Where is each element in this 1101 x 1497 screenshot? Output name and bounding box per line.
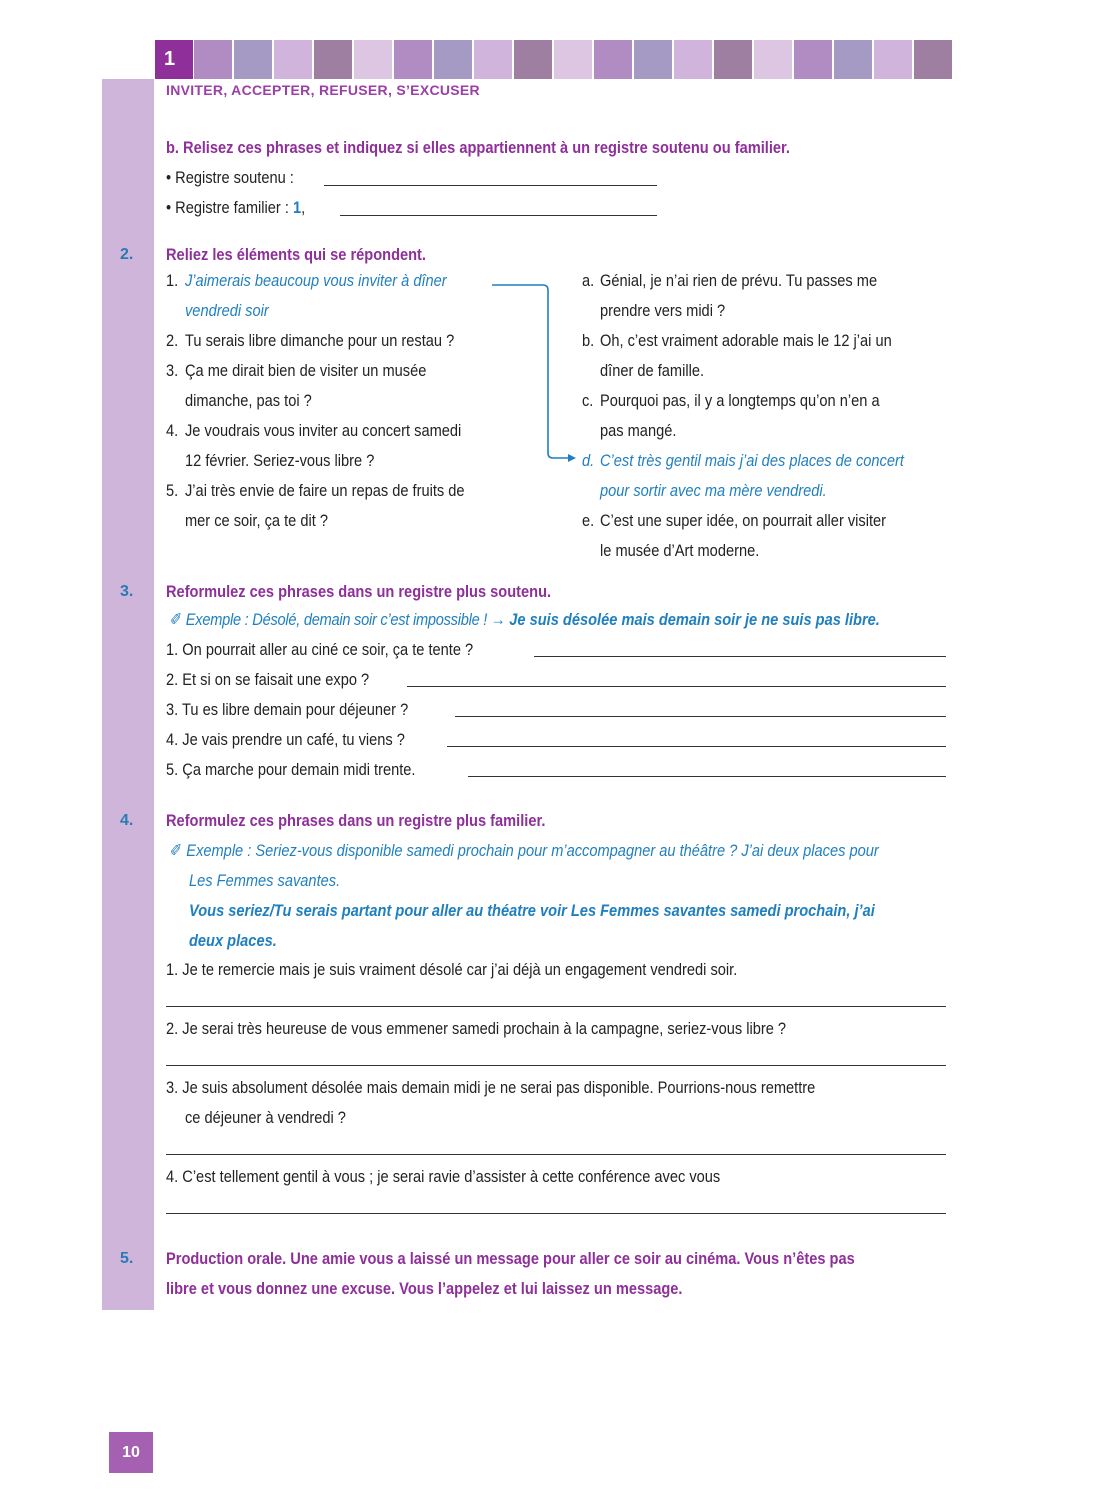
header-strip-block xyxy=(514,40,552,79)
left-item-number: 1. xyxy=(166,271,179,290)
left-item-text: 12 février. Seriez-vous libre ? xyxy=(185,451,375,470)
header-strip-block xyxy=(234,40,272,79)
ex3-instruction: Reformulez ces phrases dans un registre plus soutenu. xyxy=(166,582,552,601)
ex3-answer-line-5[interactable] xyxy=(468,776,946,777)
right-item-letter: c. xyxy=(582,391,594,410)
registre-soutenu-label: • Registre soutenu : xyxy=(166,168,294,187)
ex3-item-1: 1. On pourrait aller au ciné ce soir, ça te tente ? xyxy=(166,640,474,659)
left-item-number: 5. xyxy=(166,481,179,500)
ex4-item-3-line: ce déjeuner à vendredi ? xyxy=(185,1108,346,1127)
ex4-answer-line-3[interactable] xyxy=(166,1154,946,1155)
right-item-text: Oh, c’est vraiment adorable mais le 12 j’ai un xyxy=(600,331,892,350)
ex5-number: 5. xyxy=(120,1250,134,1267)
ex4-answer-line1: Vous seriez/Tu serais partant pour aller au théatre voir Les Femmes savantes samedi prochain, j’ai xyxy=(189,901,875,920)
ex4-number: 4. xyxy=(120,812,134,829)
header-strip-block xyxy=(714,40,752,79)
unit-title: INVITER, ACCEPTER, REFUSER, S’EXCUSER xyxy=(166,82,480,98)
right-item-letter: e. xyxy=(582,511,595,530)
ex3-example-row xyxy=(170,605,880,635)
right-item-text: le musée d’Art moderne. xyxy=(600,541,760,560)
ex3-answer-line-3[interactable] xyxy=(455,716,946,717)
ex3-item-5: 5. Ça marche pour demain midi trente. xyxy=(166,760,416,779)
ex3-item-4: 4. Je vais prendre un café, tu viens ? xyxy=(166,730,405,749)
right-item-text: C’est très gentil mais j’ai des places de concert xyxy=(600,451,904,470)
header-strip-block xyxy=(754,40,792,79)
right-item-text: prendre vers midi ? xyxy=(600,301,726,320)
ex4-item-4-line: 4. C’est tellement gentil à vous ; je serai ravie d’assister à cette conférence avec vous xyxy=(166,1167,721,1186)
left-item-text: Tu serais libre dimanche pour un restau ? xyxy=(185,331,455,350)
ex2-instruction: Reliez les éléments qui se répondent. xyxy=(166,245,427,264)
ex3-item-3: 3. Tu es libre demain pour déjeuner ? xyxy=(166,700,409,719)
right-item-letter: a. xyxy=(582,271,595,290)
left-item-text: mer ce soir, ça te dit ? xyxy=(185,511,329,530)
registre-familier-label: • Registre familier : xyxy=(166,198,289,217)
right-item-text: dîner de famille. xyxy=(600,361,705,380)
header-strip-block xyxy=(394,40,432,79)
left-item-text: dimanche, pas toi ? xyxy=(185,391,312,410)
left-item-text: Ça me dirait bien de visiter un musée xyxy=(185,361,427,380)
left-item-number: 4. xyxy=(166,421,179,440)
ex4-item-2-line: 2. Je serai très heureuse de vous emmener samedi prochain à la campagne, seriez-vous libre ? xyxy=(166,1019,787,1038)
ex4-answer-line-1[interactable] xyxy=(166,1006,946,1007)
ex4-answer-line-2[interactable] xyxy=(166,1065,946,1066)
ex1b-instruction: b. Relisez ces phrases et indiquez si elles appartiennent à un registre soutenu ou familier. xyxy=(166,138,790,157)
left-item-number: 2. xyxy=(166,331,179,350)
registre-familier-label-row xyxy=(166,193,305,223)
header-strip-block xyxy=(434,40,472,79)
ex3-answer-line-2[interactable] xyxy=(407,686,946,687)
registre-familier-answer: 1 xyxy=(292,198,302,217)
header-strip-block xyxy=(314,40,352,79)
ex5-line2: libre et vous donnez une excuse. Vous l’appelez et lui laissez un message. xyxy=(166,1279,683,1298)
header-strip-block xyxy=(914,40,952,79)
registre-familier-answer-line[interactable] xyxy=(340,215,657,216)
left-item-text: Je voudrais vous inviter au concert samedi xyxy=(185,421,462,440)
header-strip-block xyxy=(674,40,712,79)
ex3-answer-line-1[interactable] xyxy=(534,656,946,657)
right-item-text: Pourquoi pas, il y a longtemps qu’on n’en a xyxy=(600,391,880,410)
ex4-item-3-line: 3. Je suis absolument désolée mais demain midi je ne serai pas disponible. Pourrions-nous remettre xyxy=(166,1078,816,1097)
right-item-letter: d. xyxy=(582,451,595,470)
ex3-answer-line-4[interactable] xyxy=(447,746,946,747)
ex3-example-answer: Je suis désolée mais demain soir je ne suis pas libre. xyxy=(509,610,880,629)
header-strip-block xyxy=(594,40,632,79)
header-strip-block xyxy=(354,40,392,79)
page-number: 10 xyxy=(109,1432,153,1473)
ex2-number: 2. xyxy=(120,246,134,263)
right-item-text: pas mangé. xyxy=(600,421,677,440)
ex3-number: 3. xyxy=(120,583,134,600)
header-strip-block xyxy=(274,40,312,79)
ex5-line1: Production orale. Une amie vous a laissé un message pour aller ce soir au cinéma. Vous n’êtes pas xyxy=(166,1249,855,1268)
left-item-text: vendredi soir xyxy=(185,301,269,320)
header-strip-block xyxy=(474,40,512,79)
header-strip-block xyxy=(634,40,672,79)
ex4-item-1-line: 1. Je te remercie mais je suis vraiment désolé car j’ai déjà un engagement vendredi soir. xyxy=(166,960,738,979)
match-connector-arrow xyxy=(480,275,590,475)
registre-familier-comma: , xyxy=(301,198,306,217)
right-item-text: pour sortir avec ma mère vendredi. xyxy=(600,481,827,500)
ex4-example-line1: ✐ Exemple : Seriez-vous disponible samedi prochain pour m’accompagner au théâtre ? J’ai deux places pour xyxy=(170,841,879,860)
header-strip-block xyxy=(194,40,232,79)
header-strip-block xyxy=(874,40,912,79)
ex3-example-label: ✐ Exemple : Désolé, demain soir c’est impossible ! → xyxy=(170,610,506,629)
ex4-example-line2: Les Femmes savantes. xyxy=(189,871,341,890)
left-item-number: 3. xyxy=(166,361,179,380)
header-strip-block xyxy=(554,40,592,79)
unit-number-badge: 1 xyxy=(155,40,193,79)
registre-soutenu-answer-line[interactable] xyxy=(324,185,657,186)
header-strip-block xyxy=(834,40,872,79)
right-item-text: Génial, je n’ai rien de prévu. Tu passes me xyxy=(600,271,878,290)
ex4-instruction: Reformulez ces phrases dans un registre plus familier. xyxy=(166,811,546,830)
ex3-item-2: 2. Et si on se faisait une expo ? xyxy=(166,670,370,689)
left-item-text: J’aimerais beaucoup vous inviter à dîner xyxy=(185,271,447,290)
ex4-answer-line-4[interactable] xyxy=(166,1213,946,1214)
header-strip-block xyxy=(794,40,832,79)
ex4-answer-line2: deux places. xyxy=(189,931,277,950)
right-item-text: C’est une super idée, on pourrait aller visiter xyxy=(600,511,887,530)
right-item-letter: b. xyxy=(582,331,595,350)
left-item-text: J’ai très envie de faire un repas de fruits de xyxy=(185,481,465,500)
